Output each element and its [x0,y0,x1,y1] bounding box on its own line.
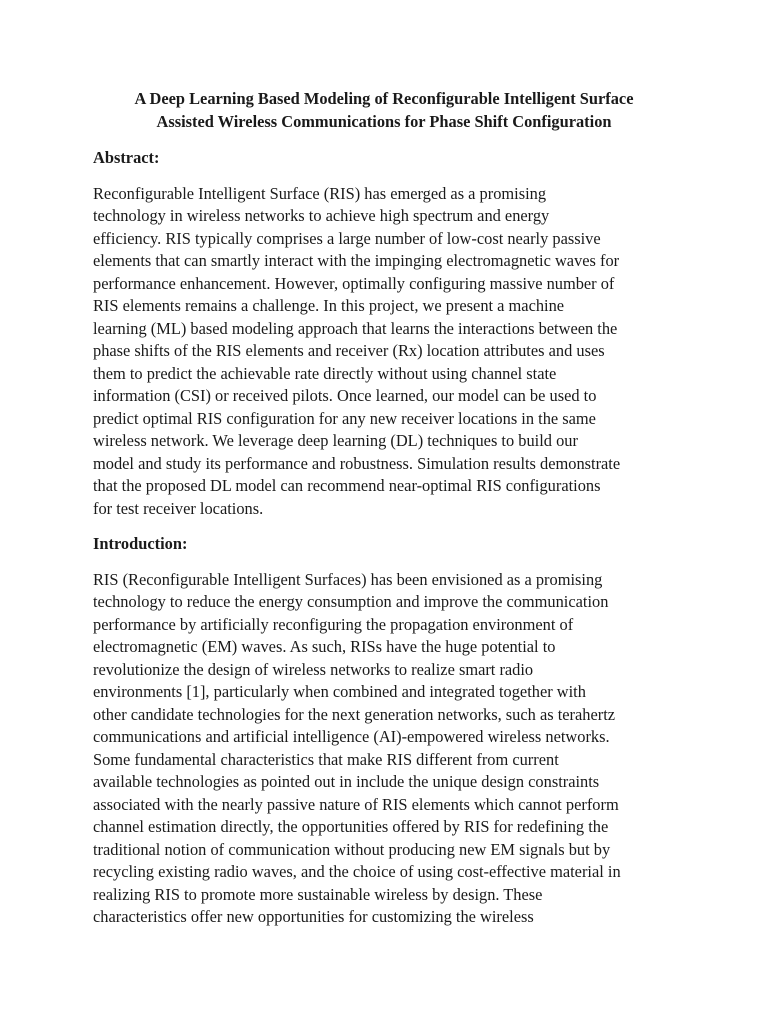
abstract-line: that the proposed DL model can recommend near-optimal RIS configurations [93,476,601,495]
introduction-line: technology to reduce the energy consumption and improve the communication [93,592,609,611]
introduction-line: realizing RIS to promote more sustainable wireless by design. These [93,884,543,904]
abstract-line: RIS elements remains a challenge. In this project, we present a machine [93,296,565,315]
introduction-line: channel estimation directly, the opportunities offered by RIS for redefining the [93,817,609,836]
introduction-heading: Introduction: [93,534,188,553]
abstract-heading: Abstract: [93,148,160,167]
introduction-line: communications and artificial intelligence (AI)-empowered wireless networks. [93,727,610,746]
introduction-line: Some fundamental characteristics that make RIS different from current [93,749,559,769]
introduction-line: performance by artificially reconfiguring the propagation environment of [93,614,574,634]
introduction-line: RIS (Reconfigurable Intelligent Surfaces) has been envisioned as a promising [93,569,603,589]
introduction-line: revolutionize the design of wireless networks to realize smart radio [93,659,534,679]
title-line-2: Assisted Wireless Communications for Phase Shift Configuration [156,111,612,131]
document-title [81,88,687,133]
abstract-line: elements that can smartly interact with the impinging electromagnetic waves for [93,251,620,270]
introduction-line: characteristics offer new opportunities for customizing the wireless [93,907,534,926]
document-page [93,88,675,929]
abstract-line: them to predict the achievable rate directly without using channel state [93,363,557,383]
abstract-line: Reconfigurable Intelligent Surface (RIS) has emerged as a promising [93,183,547,203]
abstract-paragraph [93,183,675,521]
introduction-line: recycling existing radio waves, and the choice of using cost-effective material in [93,862,621,881]
title-line-1: A Deep Learning Based Modeling of Reconfigurable Intelligent Surface [134,89,634,108]
introduction-line: associated with the nearly passive nature of RIS elements which cannot perform [93,794,619,814]
introduction-line: available technologies as pointed out in include the unique design constraints [93,772,600,791]
introduction-line: environments [1], particularly when combined and integrated together with [93,682,586,701]
introduction-line: other candidate technologies for the next generation networks, such as terahertz [93,704,616,724]
abstract-line: wireless network. We leverage deep learning (DL) techniques to build our [93,431,578,450]
abstract-line: model and study its performance and robustness. Simulation results demonstrate [93,453,621,473]
abstract-line: performance enhancement. However, optimally configuring massive number of [93,273,615,293]
introduction-line: electromagnetic (EM) waves. As such, RISs have the huge potential to [93,637,556,656]
abstract-line: technology in wireless networks to achieve high spectrum and energy [93,206,550,225]
abstract-line: efficiency. RIS typically comprises a large number of low-cost nearly passive [93,228,601,248]
abstract-line: phase shifts of the RIS elements and receiver (Rx) location attributes and uses [93,341,605,360]
introduction-line: traditional notion of communication without producing new EM signals but by [93,839,611,859]
abstract-line: information (CSI) or received pilots. Once learned, our model can be used to [93,386,597,405]
abstract-line: predict optimal RIS configuration for any new receiver locations in the same [93,408,596,428]
abstract-line: learning (ML) based modeling approach that learns the interactions between the [93,318,618,338]
introduction-paragraph [93,569,675,929]
abstract-line: for test receiver locations. [93,498,264,518]
